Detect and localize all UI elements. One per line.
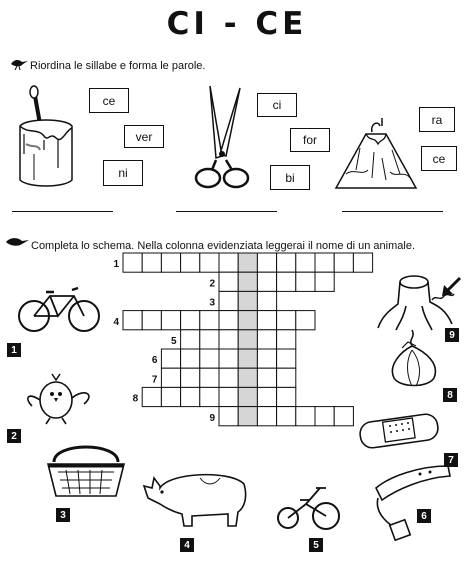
crossword-cell[interactable] <box>219 330 238 349</box>
crossword-cell[interactable] <box>142 387 161 406</box>
chick-picture <box>22 370 98 426</box>
crossword-cell[interactable] <box>181 368 200 387</box>
crossword-cell[interactable] <box>219 253 238 272</box>
crossword-cell[interactable] <box>200 349 219 368</box>
crossword-cell[interactable] <box>315 272 334 291</box>
crossword-cell[interactable] <box>200 330 219 349</box>
crossword-cell[interactable] <box>257 272 276 291</box>
crossword-cell[interactable] <box>181 253 200 272</box>
crossword-cell[interactable] <box>296 253 315 272</box>
crossword-cell[interactable] <box>219 291 238 310</box>
crossword-cell[interactable] <box>219 387 238 406</box>
crossword-cell[interactable] <box>277 272 296 291</box>
crossword-cell[interactable] <box>277 253 296 272</box>
clue-number: 8 <box>132 393 139 405</box>
syllable-box: ci <box>257 93 297 117</box>
syllable-box: bi <box>270 165 310 190</box>
crossword-cell[interactable] <box>238 330 257 349</box>
crossword-cell[interactable] <box>219 407 238 426</box>
crossword-cell[interactable] <box>277 387 296 406</box>
clue-number: 2 <box>209 278 215 290</box>
crossword-cell[interactable] <box>277 330 296 349</box>
picture-number-badge: 8 <box>443 388 457 402</box>
crossword-cell[interactable] <box>238 387 257 406</box>
crossword-cell[interactable] <box>219 272 238 291</box>
crossword-cell[interactable] <box>219 349 238 368</box>
page-title: CI - CE <box>166 6 308 42</box>
instruction-crossword: Completa lo schema. Nella colonna evidenziata leggerai il nome di un animale. <box>31 240 415 252</box>
syllable-box: ce <box>89 88 129 113</box>
crossword-cell[interactable] <box>161 253 180 272</box>
bandage-picture <box>356 410 442 452</box>
crossword-cell[interactable] <box>181 349 200 368</box>
crossword-cell[interactable] <box>334 253 353 272</box>
bicycle-picture <box>16 284 102 334</box>
crossword-cell[interactable] <box>257 330 276 349</box>
crossword-cell[interactable] <box>315 407 334 426</box>
picture-number-badge: 2 <box>7 429 21 443</box>
syllable-box: for <box>290 128 330 152</box>
crossword-cell[interactable] <box>238 407 257 426</box>
clue-number: 4 <box>113 316 119 328</box>
basket-picture <box>44 444 128 500</box>
crossword-cell[interactable] <box>219 368 238 387</box>
picture-number-badge: 3 <box>56 508 70 522</box>
crossword-cell[interactable] <box>257 291 276 310</box>
crossword-cell[interactable] <box>238 253 257 272</box>
crossword-cell[interactable] <box>315 253 334 272</box>
crossword-cell[interactable] <box>161 387 180 406</box>
crossword-cell[interactable] <box>257 311 276 330</box>
crossword-cell[interactable] <box>181 387 200 406</box>
crossword-cell[interactable] <box>161 311 180 330</box>
crossword-cell[interactable] <box>296 407 315 426</box>
picture-number-badge: 9 <box>445 328 459 342</box>
crossword-cell[interactable] <box>161 349 180 368</box>
crossword-cell[interactable] <box>257 387 276 406</box>
crossword-cell[interactable] <box>296 311 315 330</box>
clue-number: 5 <box>171 336 177 347</box>
crossword-cell[interactable] <box>277 407 296 426</box>
picture-number-badge: 4 <box>180 538 194 552</box>
crossword-cell[interactable] <box>334 407 353 426</box>
syllable-box: ni <box>103 160 143 186</box>
onion-picture <box>386 328 446 390</box>
clue-number: 1 <box>113 259 119 271</box>
crossword-cell[interactable] <box>123 311 142 330</box>
clue-number: 6 <box>151 355 158 367</box>
crossword-cell[interactable] <box>181 311 200 330</box>
crossword-cell[interactable] <box>277 368 296 387</box>
crossword-cell[interactable] <box>257 349 276 368</box>
crossword-cell[interactable] <box>257 253 276 272</box>
crossword-cell[interactable] <box>181 330 200 349</box>
crossword-cell[interactable] <box>238 349 257 368</box>
crossword-cell[interactable] <box>219 311 238 330</box>
syllable-box: ce <box>421 146 457 171</box>
picture-number-badge: 1 <box>7 343 21 357</box>
crossword-cell[interactable] <box>257 407 276 426</box>
crossword-cell[interactable] <box>353 253 372 272</box>
syllable-box: ver <box>124 125 164 148</box>
picture-number-badge: 6 <box>417 509 431 523</box>
crossword-cell[interactable] <box>200 253 219 272</box>
crossword-cell[interactable] <box>257 368 276 387</box>
crossword-cell[interactable] <box>238 272 257 291</box>
crossword-cell[interactable] <box>200 368 219 387</box>
clue-number: 7 <box>151 374 158 386</box>
crossword-cell[interactable] <box>142 311 161 330</box>
watch-picture <box>370 460 454 544</box>
crossword-cell[interactable] <box>123 253 142 272</box>
crossword-cell[interactable] <box>238 311 257 330</box>
crossword-cell[interactable] <box>277 349 296 368</box>
crossword-cell[interactable] <box>296 272 315 291</box>
crossword-cell[interactable] <box>200 387 219 406</box>
crossword-cell[interactable] <box>161 368 180 387</box>
clue-number: 3 <box>209 297 215 309</box>
instruction-reorder: Riordina le sillabe e forma le parole. <box>30 60 206 72</box>
syllable-box: ra <box>419 107 455 132</box>
crossword-cell[interactable] <box>142 253 161 272</box>
picture-number-badge: 7 <box>444 453 458 467</box>
tricycle-picture <box>276 482 342 532</box>
crossword-cell[interactable] <box>238 368 257 387</box>
picture-number-badge: 5 <box>309 538 323 552</box>
clue-number: 9 <box>209 412 215 424</box>
crossword-cell[interactable] <box>277 311 296 330</box>
rhinoceros-picture <box>140 464 250 530</box>
crossword-cell[interactable] <box>200 311 219 330</box>
arrow-icon <box>440 276 462 298</box>
crossword-cell[interactable] <box>238 291 257 310</box>
